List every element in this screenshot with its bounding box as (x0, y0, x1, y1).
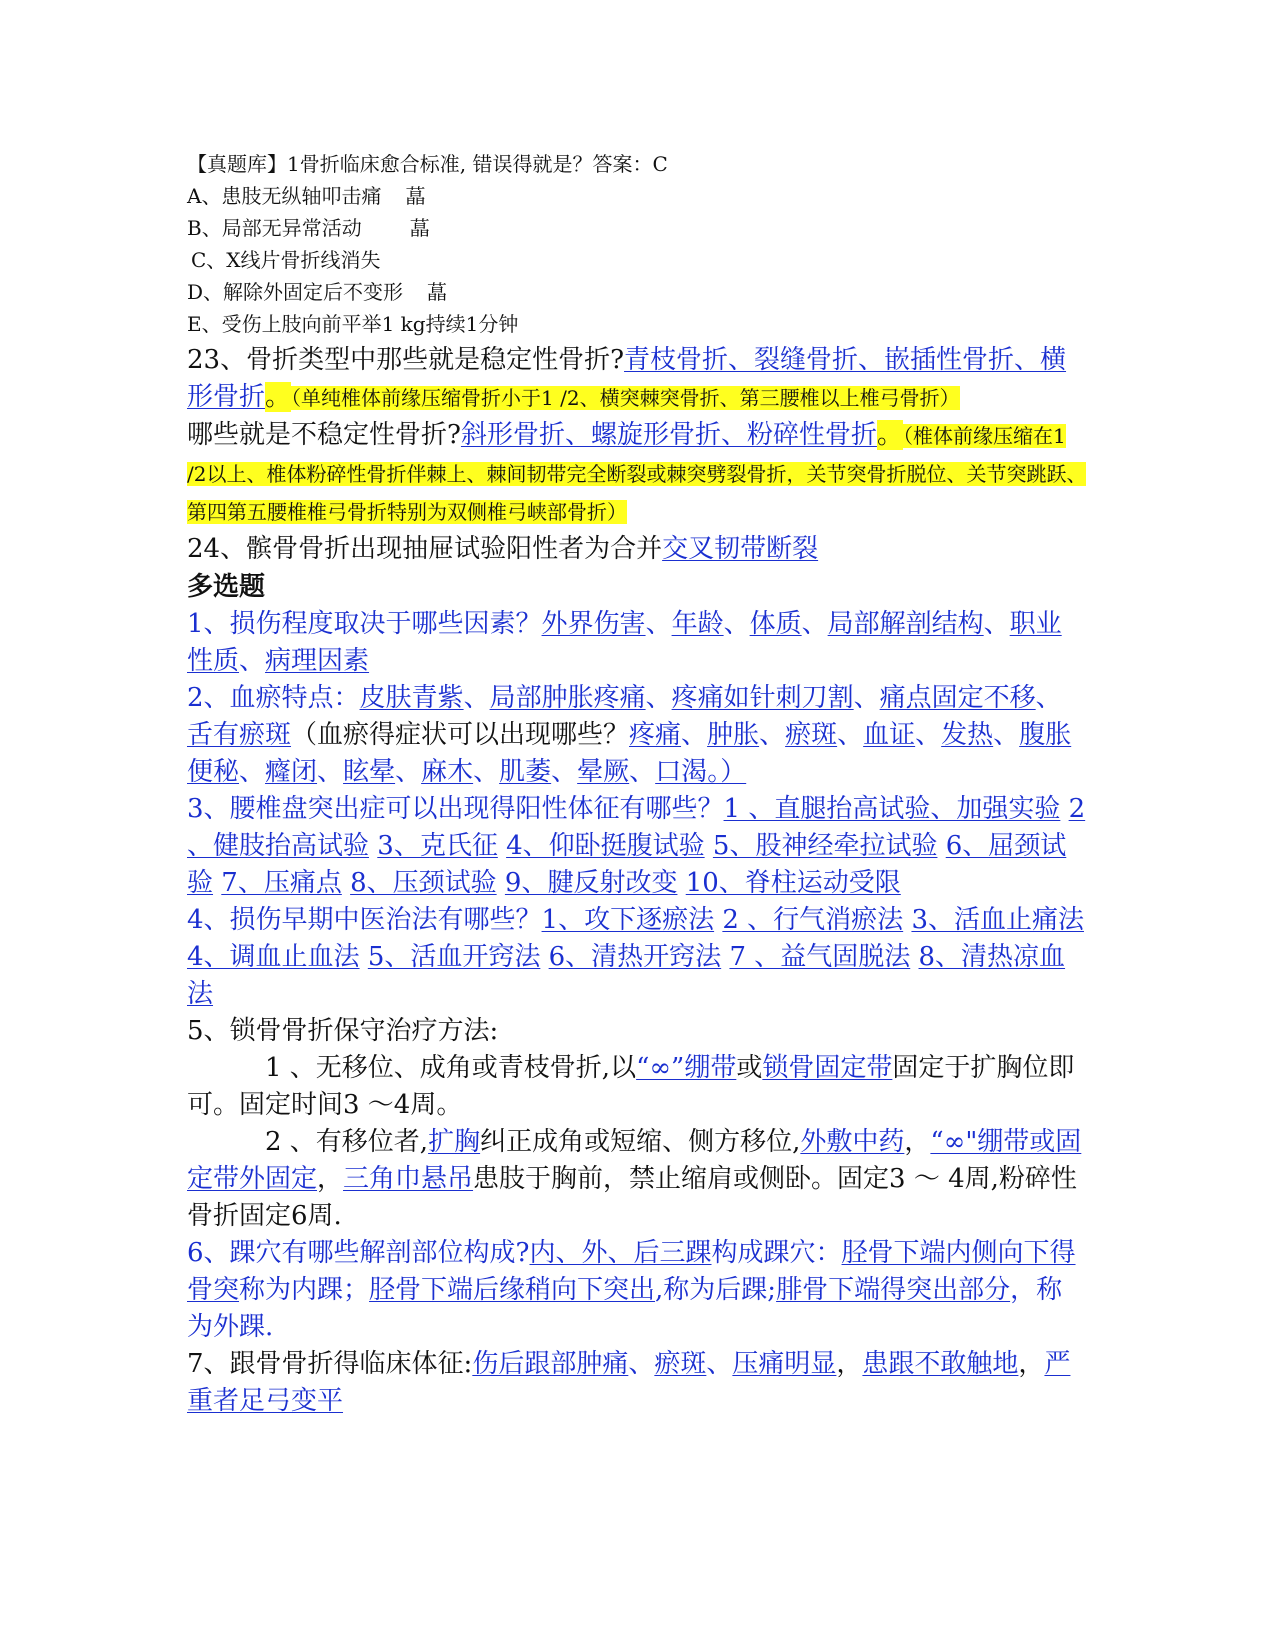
m2-items2-item[interactable]: 血证 (863, 720, 916, 750)
multi-question-6: 6、踝穴有哪些解剖部位构成?内、外、后三踝构成踝穴：胫骨下端内侧向下得骨突称为内踝；胫骨下端后缘稍向下突出,称为后踝;腓骨下端得突出部分，称为外踝. (187, 1238, 1076, 1342)
multi-question-5-point-2: 2 、有移位者,扩胸纠正成角或短缩、侧方移位,外敷中药，“∞"绷带或固定带外固定，三角巾悬吊患肢于胸前，禁止缩肩或侧卧。固定3 ～ 4周,粉碎性骨折固定6周. (187, 1127, 1082, 1231)
stable-fracture-link[interactable]: 青枝骨折、裂缝骨折、嵌插性骨折、横形骨折 (187, 345, 1067, 412)
clavicle-brace-link[interactable]: 锁骨固定带 (762, 1053, 893, 1083)
m2-items-item[interactable]: 舌有瘀斑 (187, 720, 292, 750)
m4-items-item[interactable]: 8、清热凉血法 (187, 942, 1066, 1009)
m2-items2-item[interactable]: 晕厥 (577, 757, 630, 787)
figure8-bandage-link[interactable]: “∞”绷带 (636, 1053, 737, 1083)
m3-items-item[interactable]: 7、压痛点 (221, 868, 342, 898)
m1-items-item[interactable]: 外界伤害 (541, 609, 646, 639)
option-b-mark: 蕌 (409, 216, 430, 240)
option-a-mark: 蕌 (405, 184, 426, 208)
option-c: C、X线片骨折线消失 (191, 248, 381, 272)
multi-question-4: 4、损伤早期中医治法有哪些？1、攻下逐瘀法 2 、行气消瘀法 3、活血止痛法 4、调血止血法 5、活血开窍法 6、清热开窍法 7 、益气固脱法 8、清热凉血法 (187, 905, 1084, 1009)
m2-items-item[interactable]: 皮肤青紫 (359, 683, 464, 713)
m3-items-item[interactable]: 4、仰卧挺腹试验 (506, 831, 705, 861)
m2-items2-item[interactable]: 口渴。） (655, 757, 747, 787)
no-weight-bearing-link[interactable]: 患跟不敢触地 (862, 1349, 1019, 1379)
stable-fracture-note: （单纯椎体前缘压缩骨折小于1 /2、横突棘突骨折、第三腰椎以上椎弓骨折） (291, 386, 960, 410)
m4-items-item[interactable]: 4、调血止血法 (187, 942, 360, 972)
lateral-malleolus-link[interactable]: 腓骨下端得突出部分 (776, 1275, 1011, 1305)
multi-question-2: 2、血瘀特点：皮肤青紫、局部肿胀疼痛、疼痛如针刺刀割、痛点固定不移、舌有瘀斑（血瘀得症状可以出现哪些？疼痛、肿胀、瘀斑、血证、发热、腹胀便秘、癃闭、眩晕、麻木、肌萎、晕厥、口渴。） (187, 683, 1072, 787)
option-a: A、患肢无纵轴叩击痛 蕌 (187, 184, 426, 208)
multi-question-3: 3、腰椎盘突出症可以出现得阳性体征有哪些？1 、直腿抬高试验、加强实验 2 、健肢抬高试验 3、克氏征 4、仰卧挺腹试验 5、股神经牵拉试验 6、屈颈试验 7、压痛点 8、压颈试验 9、腱反射改变 10、脊柱运动受限 (187, 794, 1086, 898)
m2-items2-item[interactable]: 癃闭 (265, 757, 318, 787)
m4-items-item[interactable]: 7 、益气固脱法 (729, 942, 911, 972)
bandage-fixation-link[interactable]: “∞"绷带或固定带外固定 (187, 1127, 1082, 1194)
m3-items-item[interactable]: 1 、直腿抬高试验、加强实验 (723, 794, 1061, 824)
m4-items-item[interactable]: 5、活血开窍法 (367, 942, 541, 972)
multi-question-7: 7、跟骨骨折得临床体征:伤后跟部肿痛、瘀斑、压痛明显，患跟不敢触地，严重者足弓变平 (187, 1349, 1071, 1416)
m2-items-item[interactable]: 局部肿胀疼痛 (489, 683, 646, 713)
document-page (187, 148, 1087, 1420)
m3-items-item[interactable]: 8、压颈试验 (350, 868, 497, 898)
m4-items-item[interactable]: 2 、行气消瘀法 (722, 905, 904, 935)
question-24: 24、髌骨骨折出现抽屉试验阳性者为合并交叉韧带断裂 (187, 534, 819, 564)
question-23-unstable: 哪些就是不稳定性骨折?斜形骨折、螺旋形骨折、粉碎性骨折。（椎体前缘压缩在1 /2以上、椎体粉碎性骨折伴棘上、棘间韧带完全断裂或棘突劈裂骨折，关节突骨折脱位、关节突跳跃、第四第五腰椎椎弓骨折特别为双侧椎弓峡部骨折） (187, 420, 1087, 524)
question-1: 【真题库】1骨折临床愈合标准, 错误得就是？答案：C (187, 152, 668, 176)
m3-items-item[interactable]: 5、股神经牵拉试验 (712, 831, 938, 861)
m2-items2-item[interactable]: 瘀斑 (785, 720, 838, 750)
m3-items-item[interactable]: 9、腱反射改变 (504, 868, 678, 898)
posterior-malleolus-link[interactable]: 胫骨下端后缘稍向下突出 (369, 1275, 656, 1305)
section-title: 多选题 (187, 572, 266, 602)
external-medicine-link[interactable]: 外敷中药 (800, 1127, 905, 1157)
m3-items-item[interactable]: 6、屈颈试验 (187, 831, 1067, 898)
chest-expansion-link[interactable]: 扩胸 (428, 1127, 481, 1157)
m2-items2-item[interactable]: 肌萎 (499, 757, 552, 787)
option-d: D、解除外固定后不变形 蕌 (187, 280, 448, 304)
ecchymosis-link[interactable]: 瘀斑 (654, 1349, 707, 1379)
m1-items-item[interactable]: 年龄 (671, 609, 724, 639)
multi-question-1: 1、损伤程度取决于哪些因素？外界伤害、年龄、体质、局部解剖结构、职业性质、病理因素 (187, 609, 1062, 676)
option-b: B、局部无异常活动 蕌 (187, 216, 430, 240)
m2-items-item[interactable]: 疼痛如针刺刀割 (671, 683, 854, 713)
m3-items-item[interactable]: 3、克氏征 (377, 831, 498, 861)
triangular-sling-link[interactable]: 三角巾悬吊 (343, 1164, 474, 1194)
m1-items-item[interactable]: 病理因素 (265, 646, 370, 676)
question-23: 23、骨折类型中那些就是稳定性骨折?青枝骨折、裂缝骨折、嵌插性骨折、横形骨折。（单纯椎体前缘压缩骨折小于1 /2、横突棘突骨折、第三腰椎以上椎弓骨折） (187, 345, 1067, 412)
m2-items2-item[interactable]: 腹胀便秘 (187, 720, 1072, 787)
m4-items-item[interactable]: 3、活血止痛法 (911, 905, 1084, 935)
m4-items-item[interactable]: 1、攻下逐瘀法 (541, 905, 715, 935)
m4-items-item[interactable]: 6、清热开窍法 (548, 942, 722, 972)
m2-items2-item[interactable]: 眩晕 (343, 757, 396, 787)
unstable-fracture-note: （椎体前缘压缩在1 /2以上、椎体粉碎性骨折伴棘上、棘间韧带完全断裂或棘突劈裂骨折，关节突骨折脱位、关节突跳跃、第四第五腰椎椎弓骨折特别为双侧椎弓峡部骨折） (187, 424, 1087, 524)
heel-swelling-link[interactable]: 伤后跟部肿痛 (472, 1349, 629, 1379)
m1-items-item[interactable]: 职业性质 (187, 609, 1062, 676)
m1-items-item[interactable]: 体质 (749, 609, 802, 639)
flat-arch-link[interactable]: 严重者足弓变平 (187, 1349, 1071, 1416)
three-malleoli-link[interactable]: 内、外、后三踝 (529, 1238, 712, 1268)
medial-malleolus-link[interactable]: 胫骨下端内侧向下得骨突 (187, 1238, 1076, 1305)
multi-question-5-title: 5、锁骨骨折保守治疗方法: (187, 1016, 499, 1046)
m2-items2-item[interactable]: 疼痛 (629, 720, 682, 750)
m3-items-item[interactable]: 10、脊柱运动受限 (685, 868, 901, 898)
m2-items2-item[interactable]: 肿胀 (707, 720, 760, 750)
m2-items2-item[interactable]: 麻木 (421, 757, 474, 787)
unstable-fracture-link[interactable]: 斜形骨折、螺旋形骨折、粉碎性骨折 (460, 420, 877, 450)
option-d-mark: 蕌 (427, 280, 448, 304)
multi-question-5-point-1: 1 、无移位、成角或青枝骨折,以“∞”绷带或锁骨固定带固定于扩胸位即可。固定时间3 ～4周。 (187, 1053, 1075, 1120)
m2-items-item[interactable]: 痛点固定不移 (879, 683, 1036, 713)
m1-items-item[interactable]: 局部解剖结构 (827, 609, 984, 639)
option-e: E、受伤上肢向前平举1 kg持续1分钟 (187, 312, 519, 336)
m2-items2-item[interactable]: 发热 (941, 720, 994, 750)
tenderness-link[interactable]: 压痛明显 (732, 1349, 837, 1379)
cruciate-ligament-link[interactable]: 交叉韧带断裂 (662, 534, 819, 564)
m3-items-item[interactable]: 2 、健肢抬高试验 (187, 794, 1086, 861)
